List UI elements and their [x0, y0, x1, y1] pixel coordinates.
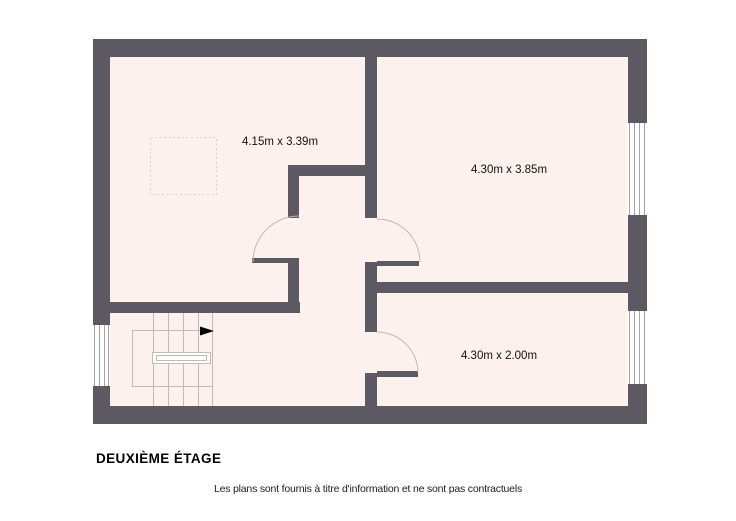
- wall-hall-top: [288, 165, 377, 176]
- door-leaf: [377, 371, 418, 377]
- outer-wall-top: [93, 39, 647, 57]
- stair-handrail: [153, 353, 211, 364]
- wall-hall-right-upper: [365, 262, 377, 332]
- wall-hall-left-upper: [288, 165, 299, 218]
- wall-room-topleft-bottom: [110, 302, 300, 313]
- room-dimensions-bottom-right: 4.30m x 2.00m: [460, 350, 538, 362]
- window-left: [92, 325, 110, 386]
- wall-right-rooms-divider: [365, 282, 628, 293]
- window-right-top: [627, 123, 647, 215]
- room-dimensions-top-left: 4.15m x 3.39m: [241, 136, 319, 148]
- door-leaf: [377, 261, 419, 266]
- wall-hall-right-lower: [365, 373, 377, 406]
- wall-top-rooms-divider: [365, 57, 377, 218]
- door-leaf: [252, 258, 299, 263]
- window-right-bottom: [627, 311, 647, 384]
- outer-wall-bottom: [93, 406, 647, 424]
- floor-title: DEUXIÈME ÉTAGE: [96, 451, 222, 466]
- room-dimensions-top-right: 4.30m x 3.85m: [470, 164, 548, 176]
- disclaimer-text: Les plans sont fournis à titre d'information et ne sont pas contractuels: [213, 483, 523, 495]
